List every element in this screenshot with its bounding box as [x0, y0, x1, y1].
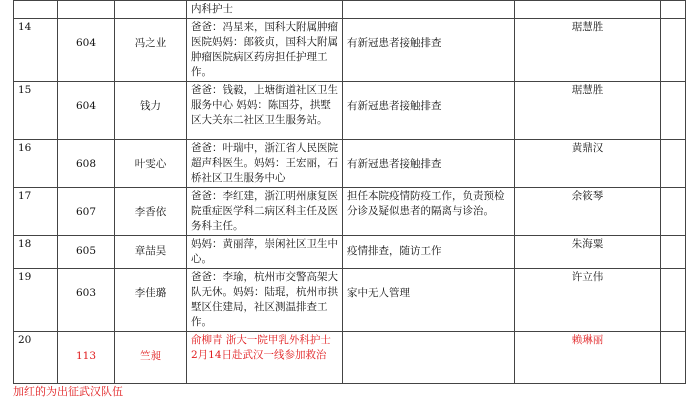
teacher-name: [515, 1, 661, 19]
student-name: [115, 1, 187, 19]
situation-note: 疫情排查，随访工作: [347, 245, 442, 257]
situation-note: 有新冠患者接触排查: [347, 158, 442, 170]
teacher-name: 黄鼎汉: [515, 140, 661, 188]
situation-note: 家中无人管理: [347, 287, 410, 299]
family-info: 爸爸：李瑜，杭州市交警高架大队无休。妈妈：陆琨，杭州市拱墅区住建局，社区测温排查工作。: [187, 269, 343, 332]
class-cell: [58, 332, 115, 384]
situation-note: [343, 1, 515, 19]
situation-note: 担任本院疫情防疫工作，负责预检分诊及疑似患者的隔离与诊治。: [343, 188, 515, 236]
table-row: [14, 19, 686, 82]
class-number: 603: [75, 287, 97, 299]
table-row: [14, 236, 686, 269]
teacher-name: 许立伟: [515, 269, 661, 332]
blank-cell: [661, 269, 686, 332]
class-cell: [58, 1, 115, 19]
blank-cell: [661, 236, 686, 269]
student-name: 李佳璐: [134, 287, 167, 299]
table-row: [14, 188, 686, 236]
blank-cell: [661, 82, 686, 140]
situation-note-cell: [343, 19, 515, 82]
blank-cell: [661, 1, 686, 19]
red-highlight-footnote: 加红的为出征武汉队伍: [13, 385, 123, 398]
table-row: [14, 269, 686, 332]
student-name-cell: [115, 19, 187, 82]
table-row: [14, 82, 686, 140]
situation-note: 有新冠患者接触排查: [347, 100, 442, 112]
class-number: 604: [75, 37, 97, 49]
family-info: 内科护士: [187, 1, 343, 19]
row-number: 20: [14, 332, 58, 384]
student-name: 李香依: [134, 206, 167, 218]
situation-note-cell: [343, 269, 515, 332]
class-number: 113: [75, 350, 97, 362]
situation-note: [343, 332, 515, 384]
blank-cell: [661, 332, 686, 384]
class-number: 604: [75, 100, 97, 112]
class-number: 608: [75, 158, 97, 170]
table-row: [14, 1, 686, 19]
staff-family-table: [13, 0, 686, 384]
student-name: 叶雯心: [134, 158, 167, 170]
row-number: 18: [14, 236, 58, 269]
family-info: 妈妈：黄丽萍，崇闲社区卫生中心。: [187, 236, 343, 269]
situation-note-cell: [343, 140, 515, 188]
blank-cell: [661, 188, 686, 236]
student-name: 章喆昊: [134, 245, 167, 257]
teacher-name: 余筱琴: [515, 188, 661, 236]
blank-cell: [661, 140, 686, 188]
teacher-name: 赖琳丽: [515, 332, 661, 384]
family-info: 爸爸：叶瑞中，浙江省人民医院超声科医生。妈妈：王宏丽，石桥社区卫生服务中心: [187, 140, 343, 188]
class-cell: [58, 236, 115, 269]
class-number: 607: [75, 206, 97, 218]
teacher-name: 琚慧胜: [515, 19, 661, 82]
table-row: [14, 140, 686, 188]
row-number: 16: [14, 140, 58, 188]
class-cell: [58, 188, 115, 236]
table-row: [14, 332, 686, 384]
row-number: [14, 1, 58, 19]
row-number: 14: [14, 19, 58, 82]
situation-note-cell: [343, 236, 515, 269]
class-number: 605: [75, 245, 97, 257]
family-info: 爸爸：李红建，浙江明州康复医院重症医学科二病区科主任及医务科主任。: [187, 188, 343, 236]
family-info: 爸爸：冯星来，国科大附属肿瘤医院妈妈：郎筱贞，国科大附属肿瘤医院病区药房担任护理工作。: [187, 19, 343, 82]
teacher-name: 朱海粟: [515, 236, 661, 269]
row-number: 19: [14, 269, 58, 332]
row-number: 17: [14, 188, 58, 236]
student-name-cell: [115, 140, 187, 188]
student-name: 竺昶: [140, 350, 161, 362]
row-number: 15: [14, 82, 58, 140]
student-name: 钱力: [140, 100, 161, 112]
student-name-cell: [115, 332, 187, 384]
class-cell: [58, 82, 115, 140]
class-cell: [58, 140, 115, 188]
family-info: 俞柳青 浙大一院甲乳外科护士 2月14日赴武汉一线参加救治: [187, 332, 343, 384]
class-cell: [58, 19, 115, 82]
family-info: 爸爸：钱毅，上塘街道社区卫生服务中心 妈妈：陈国芬，拱墅区大关东二社区卫生服务站。: [187, 82, 343, 140]
student-name-cell: [115, 188, 187, 236]
situation-note: 有新冠患者接触排查: [347, 37, 442, 49]
student-name-cell: [115, 236, 187, 269]
student-name: 冯之业: [134, 37, 167, 49]
blank-cell: [661, 19, 686, 82]
situation-note-cell: [343, 82, 515, 140]
student-name-cell: [115, 82, 187, 140]
class-cell: [58, 269, 115, 332]
teacher-name: 琚慧胜: [515, 82, 661, 140]
student-name-cell: [115, 269, 187, 332]
